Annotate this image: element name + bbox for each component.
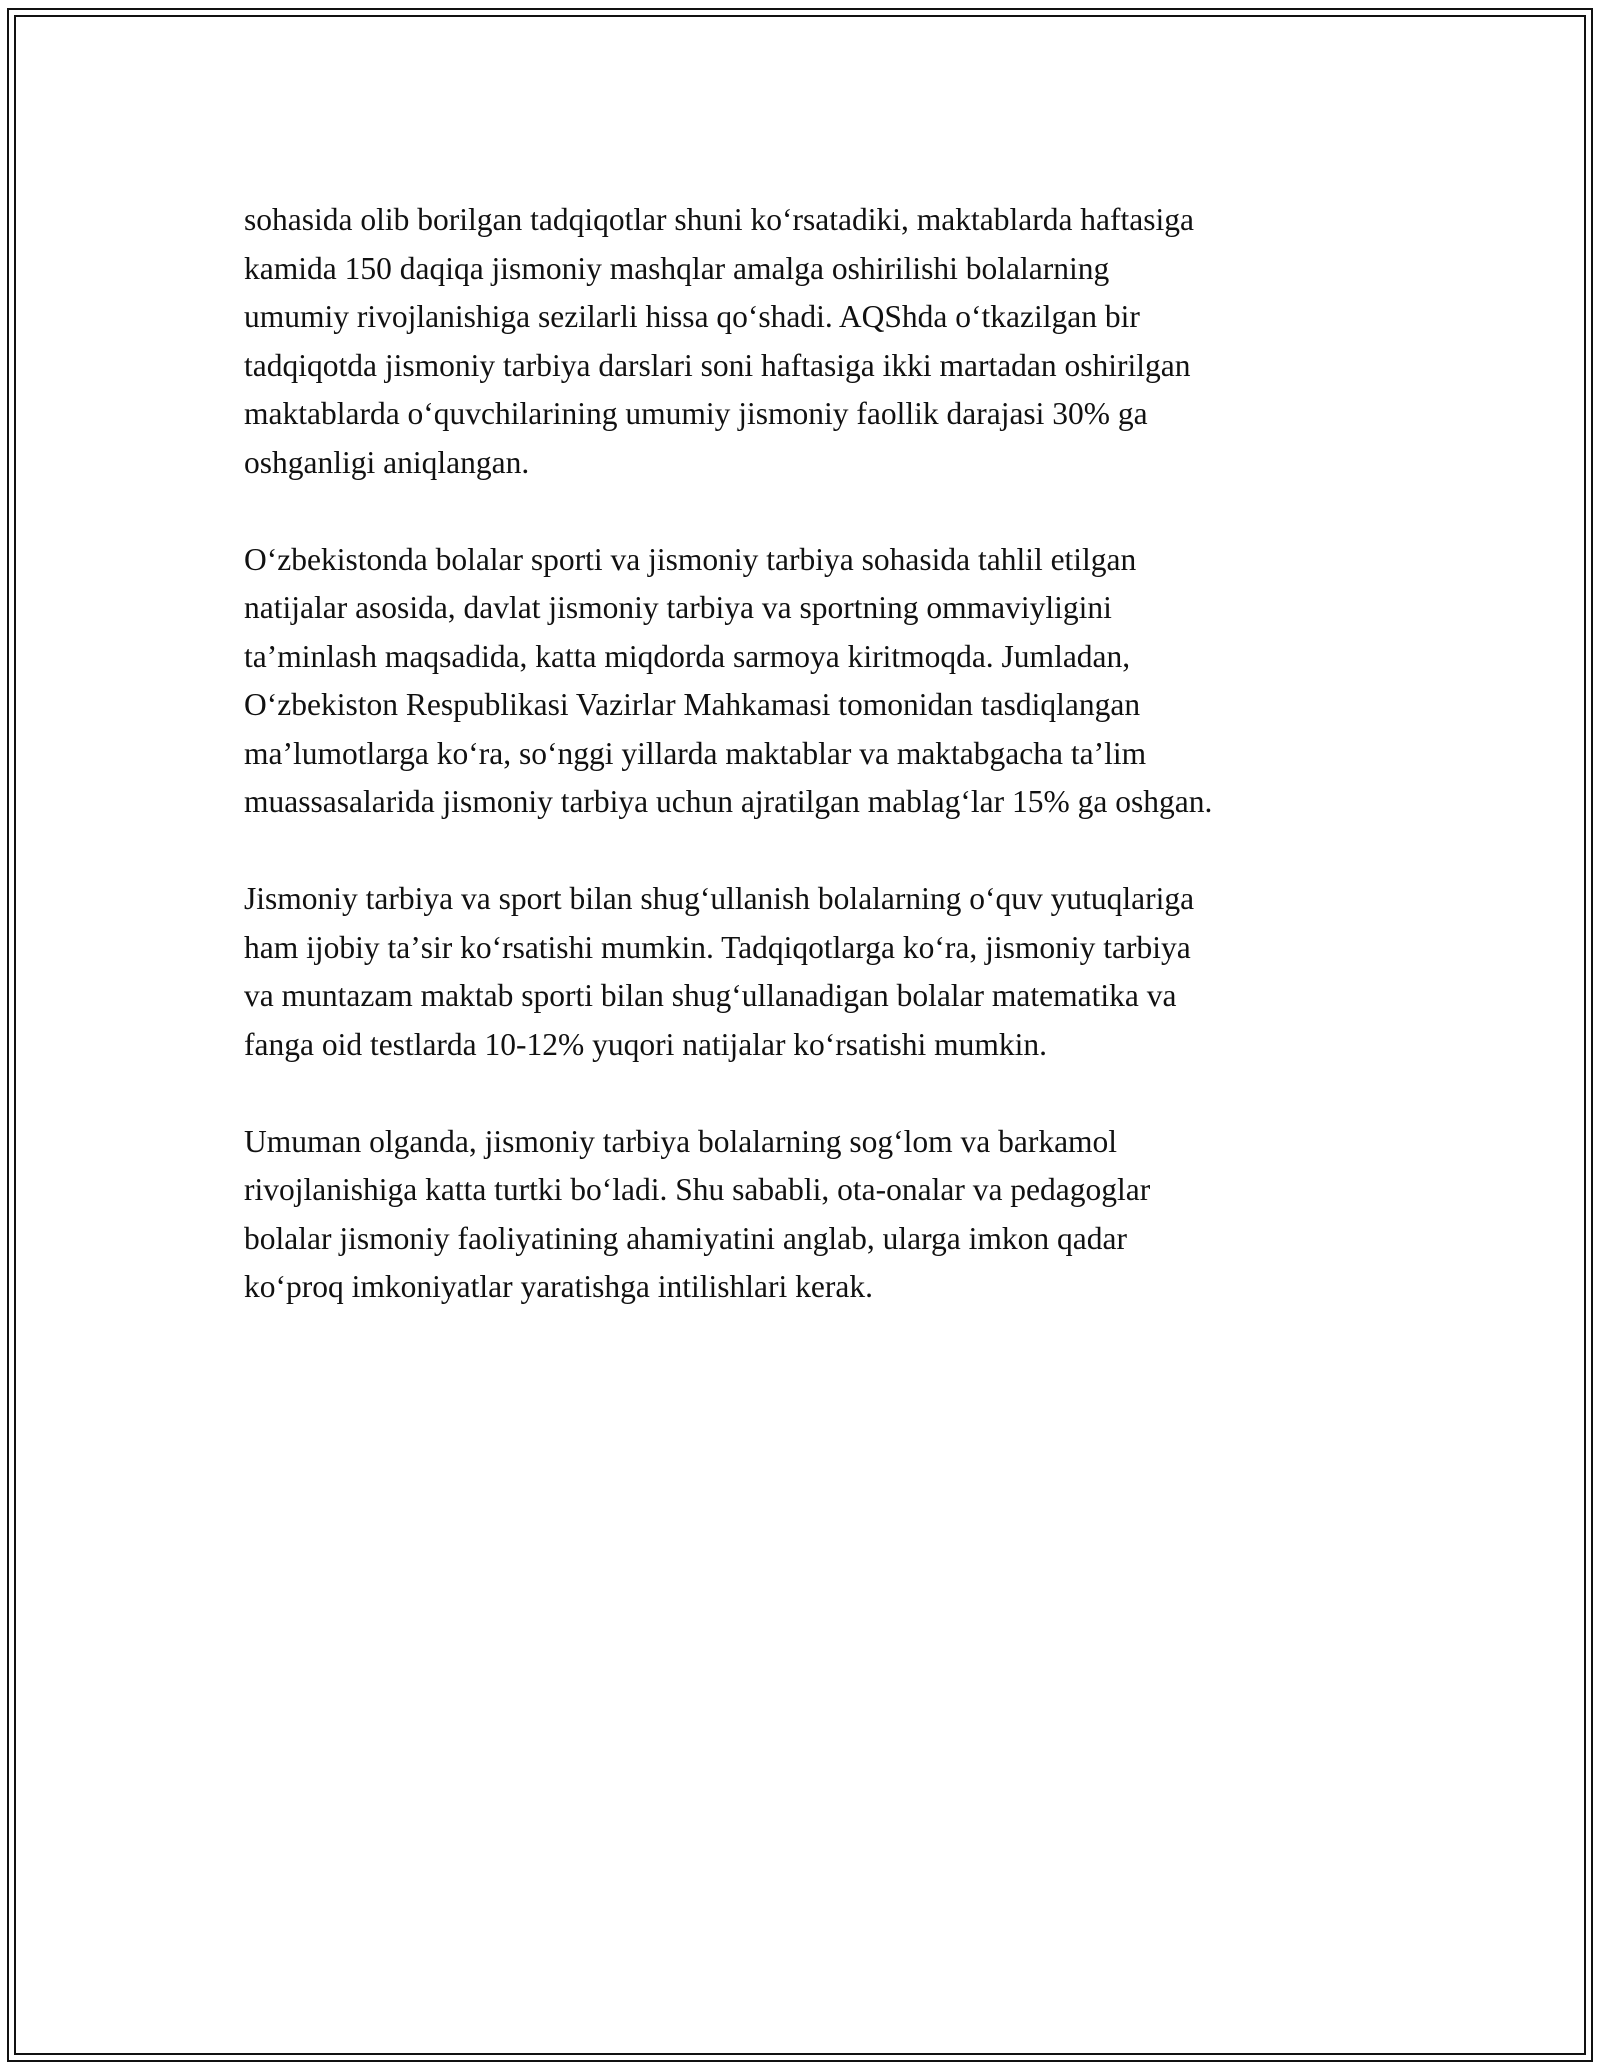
text-line: taʼminlash maqsadida, katta miqdorda sarmoya kiritmoqda. Jumladan, bbox=[244, 638, 1131, 674]
text-line: maʼlumotlarga koʻra, soʻnggi yillarda maktablar va maktabgacha taʼlim bbox=[244, 735, 1147, 771]
text-line: oshganligi aniqlangan. bbox=[244, 444, 530, 480]
text-line: tadqiqotda jismoniy tarbiya darslari soni haftasiga ikki martadan oshirilgan bbox=[244, 347, 1191, 383]
text-line: Umuman olganda, jismoniy tarbiya bolalarning sogʻlom va barkamol bbox=[244, 1123, 1118, 1159]
page-frame bbox=[7, 8, 1593, 2062]
text-line: fanga oid testlarda 10-12% yuqori natijalar koʻrsatishi mumkin. bbox=[244, 1026, 1048, 1062]
text-line: Oʻzbekiston Respublikasi Vazirlar Mahkamasi tomonidan tasdiqlangan bbox=[244, 687, 1141, 722]
paragraph-3 bbox=[244, 875, 1394, 1069]
text-line: natijalar asosida, davlat jismoniy tarbiya va sportning ommaviyligini bbox=[244, 590, 1112, 625]
text-line: rivojlanishiga katta turtki boʻladi. Shu sababli, ota-onalar va pedagoglar bbox=[244, 1172, 1151, 1207]
text-line: Oʻzbekistonda bolalar sporti va jismoniy tarbiya sohasida tahlil etilgan bbox=[244, 541, 1137, 577]
text-line: umumiy rivojlanishiga sezilarli hissa qoʻshadi. AQShda oʻtkazilgan bir bbox=[244, 299, 1140, 334]
text-line: Jismoniy tarbiya va sport bilan shugʻullanish bolalarning oʻquv yutuqlariga bbox=[244, 881, 1195, 916]
paragraph-2 bbox=[244, 536, 1394, 827]
text-line: sohasida olib borilgan tadqiqotlar shuni koʻrsatadiki, maktablarda haftasiga bbox=[244, 202, 1194, 237]
document-body bbox=[244, 196, 1394, 1360]
text-line: koʻproq imkoniyatlar yaratishga intilishlari kerak. bbox=[244, 1269, 873, 1304]
text-line: va muntazam maktab sporti bilan shugʻullanadigan bolalar matematika va bbox=[244, 978, 1177, 1013]
paragraph-4 bbox=[244, 1118, 1394, 1312]
text-line: muassasalarida jismoniy tarbiya uchun ajratilgan mablagʻlar 15% ga oshgan. bbox=[244, 784, 1213, 819]
text-line: bolalar jismoniy faoliyatining ahamiyatini anglab, ularga imkon qadar bbox=[244, 1220, 1127, 1256]
paragraph-1 bbox=[244, 196, 1394, 487]
text-line: kamida 150 daqiqa jismoniy mashqlar amalga oshirilishi bolalarning bbox=[244, 250, 1110, 286]
text-line: ham ijobiy taʼsir koʻrsatishi mumkin. Tadqiqotlarga koʻra, jismoniy tarbiya bbox=[244, 929, 1191, 965]
text-line: maktablarda oʻquvchilarining umumiy jismoniy faollik darajasi 30% ga bbox=[244, 396, 1148, 431]
